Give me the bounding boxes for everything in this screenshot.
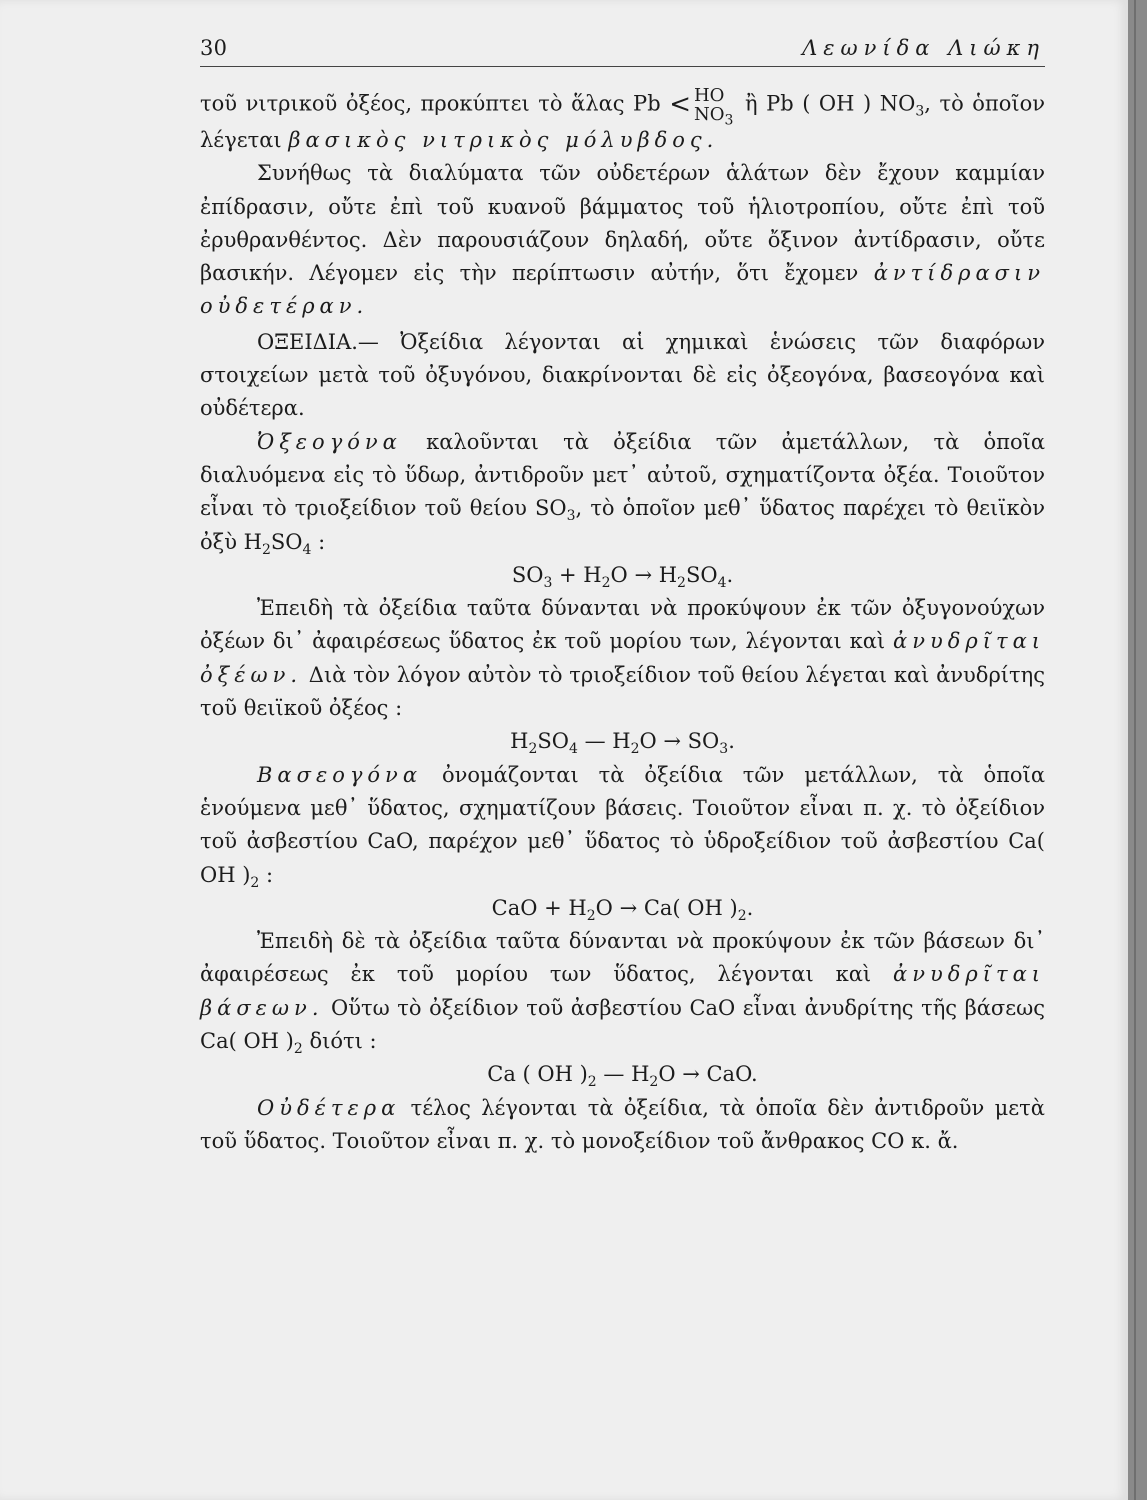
formula-fraction: HO $NO_3$ (693, 85, 734, 129)
header-rule (200, 66, 1045, 67)
paragraph-2: Συνήθως τὰ διαλύματα τῶν οὐδετέρων ἁλάτων δὲν ἔχουν καμμίαν ἐπίδρασιν, οὔτε ἐπὶ τοῦ κυανοῦ βάμματος τοῦ ἡλιοτροπίου, οὔτε ἐπὶ τοῦ ἐρυθρανθέντος. Δὲν παρουσιάζουν δηλαδή, οὔτε ὄξινον ἀντίδρασιν, οὔτε βασικήν. Λέγομεν εἰς τὴν περίπτωσιν αὐτήν, ὅτι ἔχομεν ἀντίδρασιν οὐδετέραν. (200, 161, 1045, 319)
equation-4: Ca ( OH )$_2$ — $H_2O$ → CaO. (487, 1062, 758, 1091)
running-title: Λεωνίδα Λιώκη (802, 36, 1045, 60)
paragraph-5: Ἐπειδὴ τὰ ὀξείδια ταῦτα δύνανται νὰ προκύψουν ἐκ τῶν ὀξυγονούχων ὀξέων δι᾽ ἀφαιρέσεως ὕδατος ἐκ τοῦ μορίου των, λέγονται καὶ ἀνυδρῖται ὀξέων. Διὰ τὸν λόγον αὐτὸν τὸ τριοξείδιον τοῦ θείου λέγεται καὶ ἀνυδρίτης τοῦ θειϊκοῦ ὀξέος : (200, 596, 1045, 721)
paragraph-7: Ἐπειδὴ δὲ τὰ ὀξείδια ταῦτα δύνανται νὰ προκύψουν ἐκ τῶν βάσεων δι᾽ ἀφαιρέσεως ἐκ τοῦ μορίου των ὕδατος, λέγονται καὶ ἀνυδρῖται βάσεων. Οὕτω τὸ ὀξείδιον τοῦ ἀσβεστίου CaO εἶναι ἀνυδρίτης τῆς βάσεως Ca( OH )$_2$ διότι : (200, 929, 1045, 1058)
bond-symbol: < (669, 89, 691, 120)
paragraph-8: Οὐδέτερα τέλος λέγονται τὰ ὀξείδια, τὰ ὁποῖα δὲν ἀντιδροῦν μετὰ τοῦ ὕδατος. Τοιοῦτον εἶναι π. χ. τὸ μονοξείδιον τοῦ ἄνθρακος CO κ. ἄ. (200, 1095, 1045, 1153)
page-edge (1128, 0, 1147, 1500)
emphasis-term: ἀντίδρασιν οὐδετέραν. (200, 261, 1045, 319)
paragraph-1: τοῦ νιτρικοῦ ὀξέος, προκύπτει τὸ ἅλας Pb < HO $NO_3$ ἢ Pb ( OH ) $NO_3$, τὸ ὁποῖον λέγεται βασικὸς νιτρικὸς μόλυβδος. (200, 85, 1045, 152)
emphasis-term: Ὀξεογόνα (257, 429, 402, 454)
paragraph-6: Βασεογόνα ὀνομάζονται τὰ ὀξείδια τῶν μετάλλων, τὰ ὁποῖα ἑνούμενα μεθ᾽ ὕδατος, σχηματίζουν βάσεις. Τοιοῦτον εἶναι π. χ. τὸ ὀξείδιον τοῦ ἀσβεστίου CaO, παρέχον μεθ᾽ ὕδατος τὸ ὑδροξείδιον τοῦ ἀσβεστίου Ca( OH )$_2$ : (200, 762, 1045, 891)
emphasis-term: Βασεογόνα (257, 762, 423, 787)
page-number: 30 (200, 36, 228, 60)
emphasis-term: ἀνυδρῖται βάσεων. (200, 962, 1045, 1020)
equation-2: $H_2SO_4$ — $H_2O \to SO_3$. (510, 729, 735, 758)
emphasis-term: Οὐδέτερα (257, 1095, 401, 1120)
equation-3: CaO + $H_2O \to Ca$( OH )$_2$. (491, 895, 754, 925)
running-header (200, 30, 1045, 64)
page-edge-line (1134, 0, 1136, 1500)
emphasis-term: βασικὸς νιτρικὸς μόλυβδος. (288, 128, 719, 152)
paragraph-4: Ὀξεογόνα καλοῦνται τὰ ὀξείδια τῶν ἀμετάλλων, τὰ ὁποῖα διαλυόμενα εἰς τὸ ὕδωρ, ἀντιδροῦν μετ᾽ αὐτοῦ, σχηματίζοντα ὀξέα. Τοιοῦτον εἶναι τὸ τριοξείδιον τοῦ θείου $SO_3$, τὸ ὁποῖον μεθ᾽ ὕδατος παρέχει τὸ θειϊκὸν ὀξὺ $H_2SO_4$ : (200, 429, 1045, 558)
page-body (200, 86, 1045, 1158)
paragraph-3: ΟΞΕΙΔΙΑ.— Ὀξείδια λέγονται αἱ χημικαὶ ἑνώσεις τῶν διαφόρων στοιχείων μετὰ τοῦ ὀξυγόνου, διακρίνονται δὲ εἰς ὀξεογόνα, βασεογόνα καὶ οὐδέτερα. (200, 329, 1045, 421)
section-heading: ΟΞΕΙΔΙΑ. (257, 329, 358, 354)
equation-1: $SO_3 + H_2O \to H_2SO_4$. (511, 562, 734, 592)
emphasis-term: ἀνυδρῖται ὀξέων. (200, 629, 1045, 687)
